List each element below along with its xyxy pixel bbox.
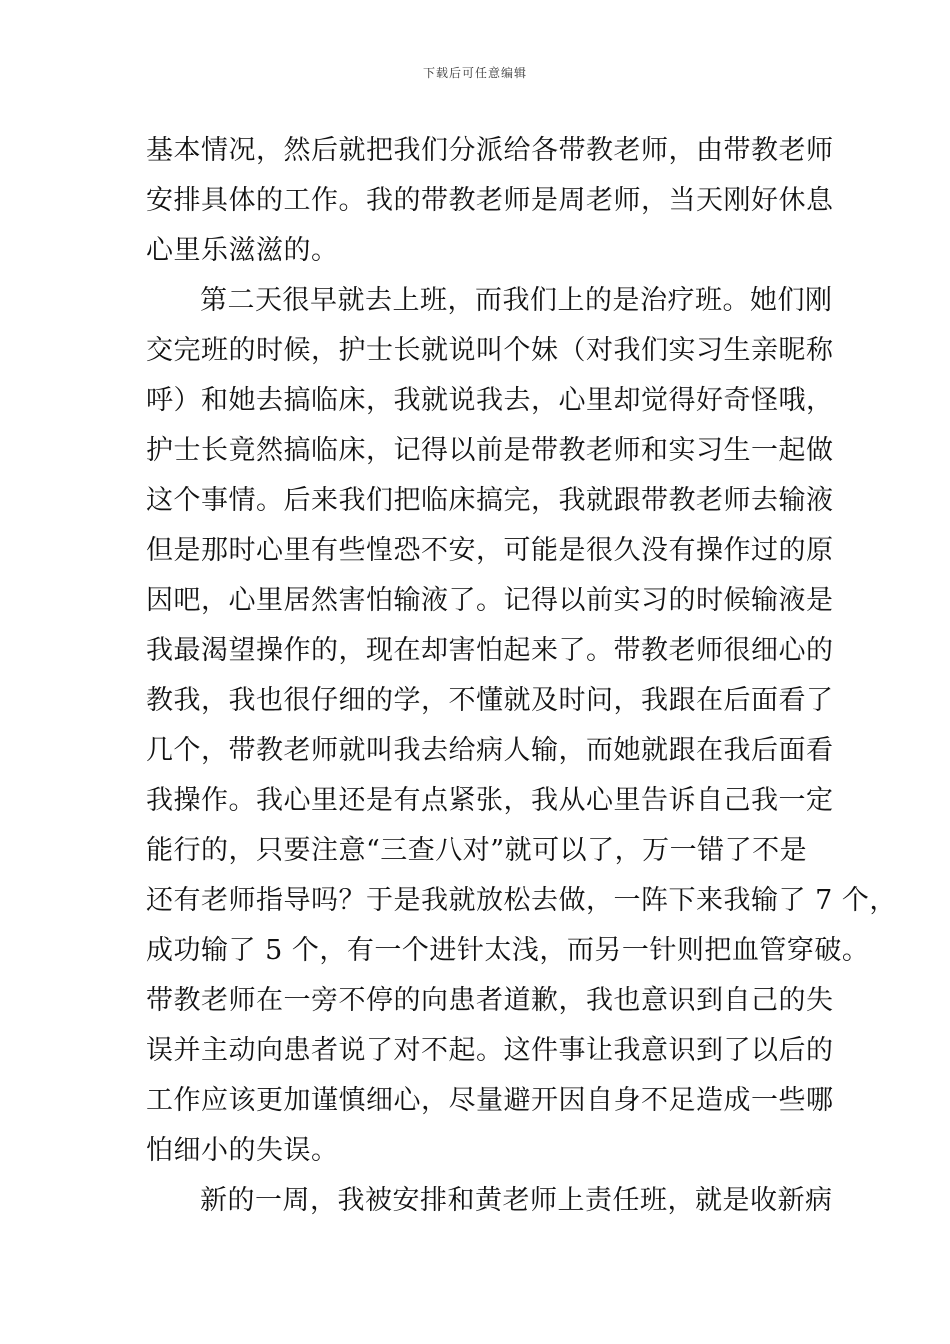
text-line: 第二天很早就去上班，而我们上的是治疗班。她们刚: [200, 285, 833, 316]
text-line: 还有老师指导吗？于是我就放松去做，一阵下来我输了 7 个，: [146, 885, 897, 916]
text-line: 护士长竟然搞临床，记得以前是带教老师和实习生一起做: [146, 435, 834, 466]
text-line: 这个事情。后来我们把临床搞完，我就跟带教老师去输液: [146, 485, 834, 516]
text-line: 怕细小的失误。: [146, 1135, 339, 1166]
text-line: 因吧，心里居然害怕输液了。记得以前实习的时候输液是: [146, 585, 834, 616]
text-line: 我最渴望操作的，现在却害怕起来了。带教老师很细心的: [146, 635, 834, 666]
paragraph: [146, 1176, 836, 1226]
text-line: 带教老师在一旁不停的向患者道歉，我也意识到自己的失: [146, 985, 834, 1016]
text-line: 但是那时心里有些惶恐不安，可能是很久没有操作过的原: [146, 535, 834, 566]
text-line: 我操作。我心里还是有点紧张，我从心里告诉自己我一定: [146, 785, 834, 816]
text-line: 几个，带教老师就叫我去给病人输，而她就跟在我后面看: [146, 735, 834, 766]
text-line: 心里乐滋滋的。: [146, 235, 339, 266]
text-line: 呼）和她去搞临床，我就说我去，心里却觉得好奇怪哦，: [146, 385, 834, 416]
text-line: 成功输了 5 个，有一个进针太浅，而另一针则把血管穿破。: [146, 935, 870, 966]
text-line: 教我，我也很仔细的学，不懂就及时问，我跟在后面看了: [146, 685, 834, 716]
page-header: 下载后可任意编辑: [422, 66, 527, 80]
text-line: 误并主动向患者说了对不起。这件事让我意识到了以后的: [146, 1035, 834, 1066]
text-line: 工作应该更加谨慎细心，尽量避开因自身不足造成一些哪: [146, 1085, 834, 1116]
text-line: 新的一周，我被安排和黄老师上责任班，就是收新病: [200, 1185, 833, 1216]
paragraph: [146, 276, 897, 1176]
text-line: 交完班的时候，护士长就说叫个妹（对我们实习生亲昵称: [146, 335, 834, 366]
document-body: [146, 126, 897, 1226]
text-line: 基本情况，然后就把我们分派给各带教老师，由带教老师: [146, 135, 834, 166]
paragraph: [146, 126, 836, 276]
text-line: 安排具体的工作。我的带教老师是周老师，当天刚好休息: [146, 185, 834, 216]
text-line: 能行的，只要注意“三查八对”就可以了，万一错了不是: [146, 835, 808, 866]
